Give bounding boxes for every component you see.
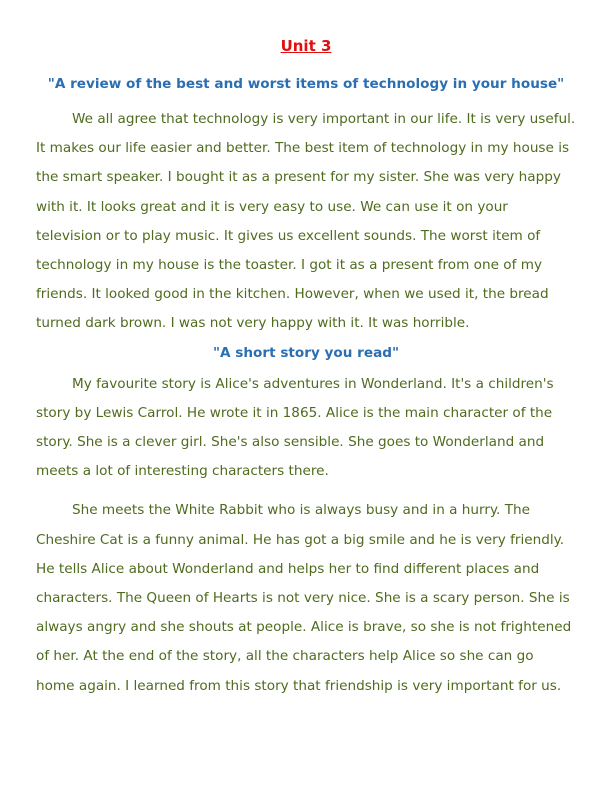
unit-title: Unit 3 <box>280 37 332 55</box>
section-title-technology-review: "A review of the best and worst items of technology in your house" <box>47 76 565 92</box>
technology-review-paragraph: We all agree that technology is very important in our life. It is very useful. It makes our life easier and better. The best item of technology in my house is the smart speaker. I bought it as a present for my sister. She was very happy with it. It looks great and it is very easy to use. We can use it on your television or to play music. It gives us excellent sounds. The worst item of technology in my house is the toaster. I got it as a present from one of my friends. It looked good in the kitchen. However, when we used it, the bread turned dark brown. I was not very happy with it. It was horrible. <box>36 111 576 332</box>
section-title-short-story: "A short story you read" <box>212 344 400 361</box>
short-story-paragraph-2: She meets the White Rabbit who is always busy and in a hurry. The Cheshire Cat is a funny animal. He has got a big smile and he is very friendly. He tells Alice about Wonderland and helps her to find different places and characters. The Queen of Hearts is not very nice. She is a scary person. She is always angry and she shouts at people. Alice is brave, so she is not frightened of her. At the end of the story, all the characters help Alice so she can go home again. I learned from this story that friendship is very important for us. <box>36 502 572 694</box>
short-story-paragraph-1: My favourite story is Alice's adventures in Wonderland. It's a children's story by Lewis Carrol. He wrote it in 1865. Alice is the main character of the story. She is a clever girl. She's also sensible. She goes to Wonderland and meets a lot of interesting characters there. <box>36 375 554 480</box>
